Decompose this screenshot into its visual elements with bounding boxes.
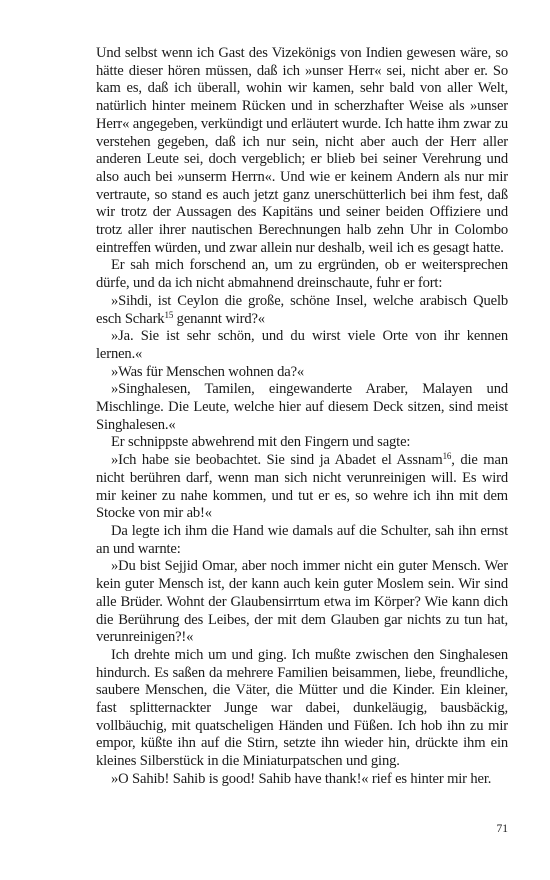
paragraph — [96, 647, 508, 771]
paragraph — [96, 364, 508, 382]
footnote-marker: 15 — [164, 309, 174, 320]
paragraph — [96, 771, 508, 789]
paragraph — [96, 558, 508, 647]
paragraph — [96, 523, 508, 558]
text-run: Er schnippste abwehrend mit den Fingern und sagte: — [111, 434, 411, 451]
text-run: »O Sahib! Sahib is good! Sahib have thank!« rief es hinter mir her. — [111, 770, 492, 787]
paragraph — [96, 381, 508, 434]
text-run: Da legte ich ihm die Hand wie damals auf die Schulter, sah ihn ernst an und warnte: — [96, 522, 508, 557]
text-run: Er sah mich forschend an, um zu ergründen, ob er weitersprechen dürfe, und da ich nicht abmahnend dreinschaute, fuhr er fort: — [96, 257, 508, 292]
text-run: genannt wird?« — [173, 310, 265, 327]
text-run: »Singhalesen, Tamilen, eingewanderte Araber, Malayen und Mischlinge. Die Leute, welche hier auf diesem Deck sitzen, sind meist Singhalesen.« — [96, 381, 508, 433]
paragraph — [96, 434, 508, 452]
text-run: »Ja. Sie ist sehr schön, und du wirst viele Orte von ihr kennen lernen.« — [96, 328, 508, 362]
paragraph — [96, 293, 508, 328]
text-run: »Du bist Sejjid Omar, aber noch immer nicht ein guter Mensch. Wer kein guter Mensch ist, der kann auch kein guter Moslem sein. Wir sind alle Brüder. Wohnt der Glaubensirrtum etwa im Körper? Wie kann dich die Berührung des Leibes, der mit dem Glauben gar nichts zu tun hat, verunreinigen?!« — [96, 558, 508, 646]
paragraph — [96, 328, 508, 363]
page-number: 71 — [496, 823, 508, 835]
paragraph — [96, 452, 508, 523]
paragraph — [96, 45, 508, 257]
text-run: »Was für Menschen wohnen da?« — [111, 363, 305, 380]
text-run: Ich drehte mich um und ging. Ich mußte zwischen den Singhalesen hindurch. Es saßen da mehrere Familien beisammen, liebe, freundliche, saubere Menschen, die Väter, die Mütter und die Kinder. Ein kleiner, fast splitternackter Junge war dabei, dunkeläugig, bausbäckig, vollbäuchig, mit quatscheligen Händen und Füßen. Ich hob ihn zu mir empor, küßte ihn auf die Stirn, setzte ihn wieder hin, drückte ihm ein kleines Silberstück in die Miniaturpatschen und ging. — [96, 646, 508, 770]
footnote-marker: 16 — [442, 451, 452, 462]
text-run: »Ich habe sie beobachtet. Sie sind ja Abadet el Assnam — [111, 452, 443, 469]
text-run: , die man nicht berühren darf, wenn man sich nicht verunreinigen will. Es wird mir keiner zu nahe kommen, und tut er es, so wehre ich ihn mit dem Stocke von mir ab!« — [96, 452, 508, 522]
body-text — [96, 45, 508, 789]
text-run: »Sihdi, ist Ceylon die große, schöne Insel, welche arabisch Quelb esch Schark — [96, 292, 508, 327]
paragraph — [96, 257, 508, 292]
text-run: Und selbst wenn ich Gast des Vizekönigs von Indien gewesen wäre, so hätte dieser hören müssen, daß ich »unser Herr« sei, nicht aber er. So kam es, daß ich überall, wohin wir kamen, sehr bald von aller Welt, natürlich hinter meinem Rücken und in scherzhafter Weise als »unser Herr« angegeben, verkündigt und erläutert wurde. Ich hatte ihm zwar zu verstehen gegeben, daß ich nur sein, nicht aber auch der Herr aller anderen Leute sei, doch vergeblich; er blieb bei seiner Verehrung und also auch bei »unserm Herrn«. Und wie er keinem Andern als nur mir vertraute, so stand es auch jetzt ganz unerschütterlich bei ihm fest, daß wir trotz der Aussagen des Kapitäns und seiner beiden Offiziere und trotz aller ihrer nautischen Berechnungen halb zehn Uhr in Colombo eintreffen würden, und zwar allein nur deshalb, weil ich es gesagt hatte. — [96, 45, 508, 256]
